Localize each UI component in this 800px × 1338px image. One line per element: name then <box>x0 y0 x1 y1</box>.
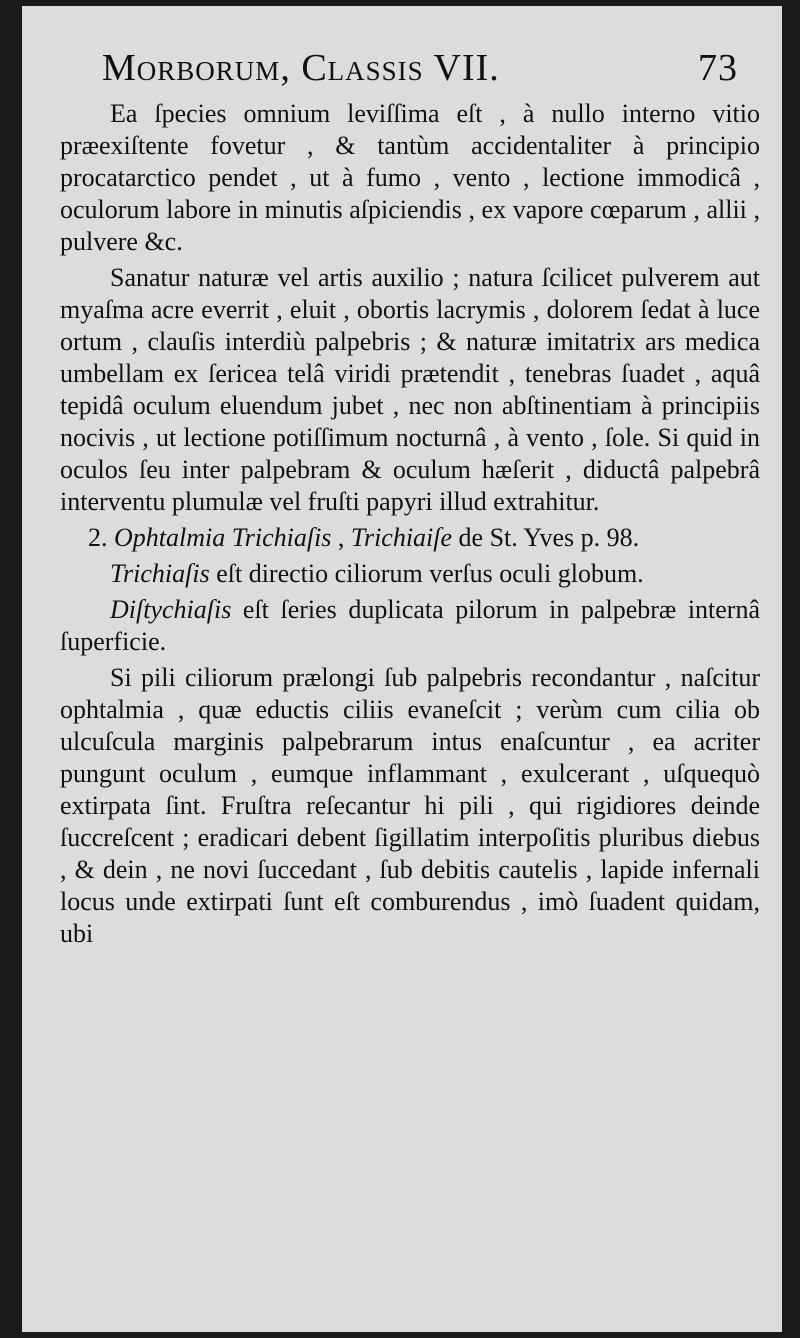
section-number: 2. <box>88 523 108 552</box>
section-term: Ophtalmia Trichiaſis <box>114 523 332 552</box>
body-text <box>60 98 760 950</box>
running-title: Morborum, Classis VII. <box>102 47 500 89</box>
definition-paragraph: Diſtychiaſis eſt ſeries duplicata pilorum in palpebræ internâ ſuperficie. <box>60 595 760 656</box>
running-header <box>102 46 742 98</box>
defined-term: Trichiaſis <box>110 559 210 588</box>
book-page <box>22 6 782 1332</box>
paragraph: Si pili ciliorum prælongi ſub palpebris recondantur , naſcitur ophtalmia , quæ eductis ciliis evaneſcit ; verùm cum cilia ob ulcuſcula marginis palpebrarum intus enaſcuntur , ea acriter pungunt oculum , eumque inflammant , exulcerant , uſquequò extirpata ſint. Fruſtra reſecantur hi pili , qui rigidiores deinde ſuccreſcent ; eradicari debent ſigillatim interpoſitis pluribus diebus , & dein , ne novi ſuccedant , ſub debitis cautelis , lapide infernali locus unde extirpati ſunt eſt comburendus , imò ſuadent quidam, ubi <box>60 663 760 948</box>
paragraph: Sanatur naturæ vel artis auxilio ; natura ſcilicet pulverem aut myaſma acre everrit , eluit , obortis lacrymis , dolorem ſedat à luce ortum , clauſis interdiù palpebris ; & naturæ imitatrix ars medica umbellam ex ſericea telâ viridi prætendit , tenebras ſuadet , aquâ tepidâ oculum eluendum jubet , nec non abſtinentiam à principiis nocivis , ut lectione potiſſimum nocturnâ , à vento , ſole. Si quid in oculos ſeu inter palpebram & oculum hæſerit , diductâ palpebrâ interventu plumulæ vel fruſti papyri illud extrahitur. <box>60 263 760 516</box>
definition-paragraph: Trichiaſis eſt directio ciliorum verſus oculi globum. <box>110 559 644 588</box>
page-number: 73 <box>698 47 738 89</box>
defined-term: Diſtychiaſis <box>110 595 232 624</box>
section-heading: 2. Ophtalmia Trichiaſis , Trichiaiſe de St. Yves p. 98. <box>88 523 640 552</box>
section-term-french: Trichiaiſe <box>350 523 453 552</box>
paragraph: Ea ſpecies omnium leviſſima eſt , à nullo interno vitio præexiſtente fovetur , & tantùm accidentaliter à principio procatarctico pendet , ut à fumo , vento , lectione immodicâ , oculorum labore in minutis aſpiciendis , ex vapore cœparum , allii , pulvere &c. <box>60 99 760 256</box>
